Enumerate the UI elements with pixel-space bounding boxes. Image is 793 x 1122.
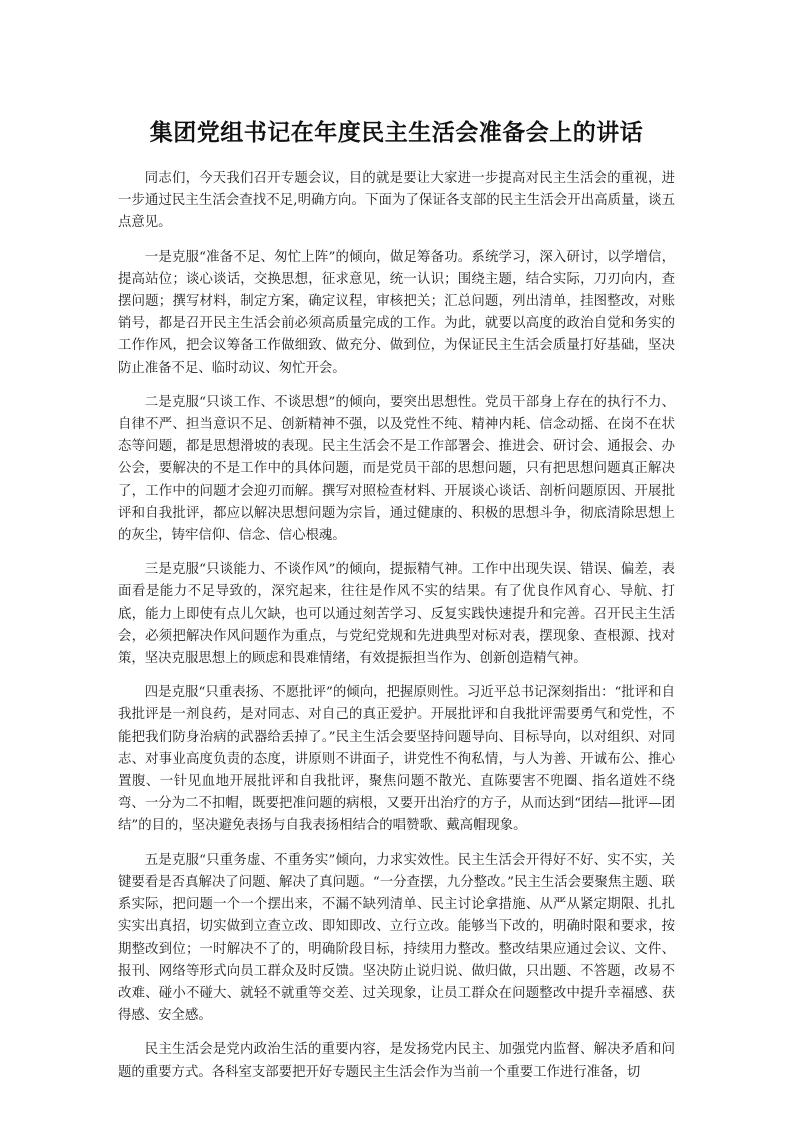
paragraph-intro: 同志们，今天我们召开专题会议，目的就是要让大家进一步提高对民主生活会的重视，进一步通过民主生活会查找不足,明确方向。下面为了保证各支部的民主生活会开出高质量，谈五点意见。 [118, 171, 675, 231]
paragraph-point-3: 三是克服“只谈能力、不谈作风”的倾向，提振精气神。工作中出现失误、错误、偏差，表面看是能力不足导致的，深究起来，往往是作风不实的结果。有了优良作风育心、导航、打底，能力上即使有点儿欠缺，也可以通过刻苦学习、反复实践快速提升和完善。召开民主生活会，必须把解决作风问题作为重点，与党纪党规和先进典型对标对表，摆现象、查根源、找对策，坚决克服思想上的顾虑和畏难情绪，有效提振担当作为、创新创造精气神。 [118, 562, 675, 667]
document-title: 集团党组书记在年度民主生活会准备会上的讲话 [149, 120, 644, 146]
paragraph-point-2: 二是克服“只谈工作、不谈思想”的倾向，要突出思想性。党员干部身上存在的执行不力、自律不严、担当意识不足、创新精神不强，以及党性不纯、精神内耗、信念动摇、在岗不在状态等问题，都是思想滑坡的表现。民主生活会不是工作部署会、推进会、研讨会、通报会、办公会，要解决的不是工作中的具体问题，而是党员干部的思想问题，只有把思想问题真正解决了，工作中的问题才会迎刃而解。撰写对照检查材料、开展谈心谈话、剖析问题原因、开展批评和自我批评，都应以解决思想问题为宗旨，通过健康的、积极的思想斗争，彻底清除思想上的灰尘，铸牢信仰、信念、信心根魂。 [118, 394, 675, 544]
paragraph-closing: 民主生活会是党内政治生活的重要内容，是发扬党内民主、加强党内监督、解决矛盾和问题的重要方式。各科室支部要把开好专题民主生活会作为当前一个重要工作进行准备，切 [118, 1042, 675, 1080]
paragraph-point-1: 一是克服“准备不足、匆忙上阵”的倾向，做足筹备功。系统学习，深入研讨，以学增信，提高站位；谈心谈话，交换思想，征求意见，统一认识；围绕主题，结合实际，刀刃向内，查摆问题；撰写材料，制定方案，确定议程，审核把关；汇总问题，列出清单，挂图整改，对账销号，都是召开民主生活会前必须高质量完成的工作。为此，就要以高度的政治自觉和务实的工作作风，把会议筹备工作做细致、做充分、做到位，为保证民主生活会质量打好基础，坚决防止准备不足、临时动议、匆忙开会。 [118, 249, 675, 376]
paragraph-point-5: 五是克服“只重务虚、不重务实”倾向，力求实效性。民主生活会开得好不好、实不实，关键要看是否真解决了问题、解决了真问题。“一分查摆，九分整改。”民主生活会要聚焦主题、联系实际，把问题一个一个摆出来，不漏不缺列清单、民主讨论拿措施、从严从紧定期限、扎扎实实出真招，切实做到立查立改、即知即改、立行立改。能够当下改的，明确时限和要求，按期整改到位；一时解决不了的，明确阶段目标，持续用力整改。整改结果应通过会议、文件、报刊、网络等形式向员工群众及时反馈。坚决防止说归说、做归做，只出题、不答题，改易不改难、碰小不碰大、就轻不就重等交差、过关现象，让员工群众在问题整改中提升幸福感、获得感、安全感。 [118, 852, 675, 1024]
paragraph-point-4: 四是克服“只重表扬、不愿批评”的倾向，把握原则性。习近平总书记深刻指出：“批评和自我批评是一剂良药，是对同志、对自己的真正爱护。开展批评和自我批评需要勇气和党性，不能把我们防身治病的武器给丢掉了。”民主生活会要坚持问题导向、目标导向，以对组织、对同志、对事业高度负责的态度，讲原则不讲面子，讲党性不徇私情，与人为善、开诚布公、推心置腹、一针见血地开展批评和自我批评，聚焦问题不散光、直陈要害不兜圈、指名道姓不绕弯、一分为二不扣帽，既要把准问题的病根，又要开出治疗的方子，从而达到“团结—批评—团结”的目的，坚决避免表扬与自我表扬相结合的唱赞歌、戴高帽现象。 [118, 685, 675, 834]
